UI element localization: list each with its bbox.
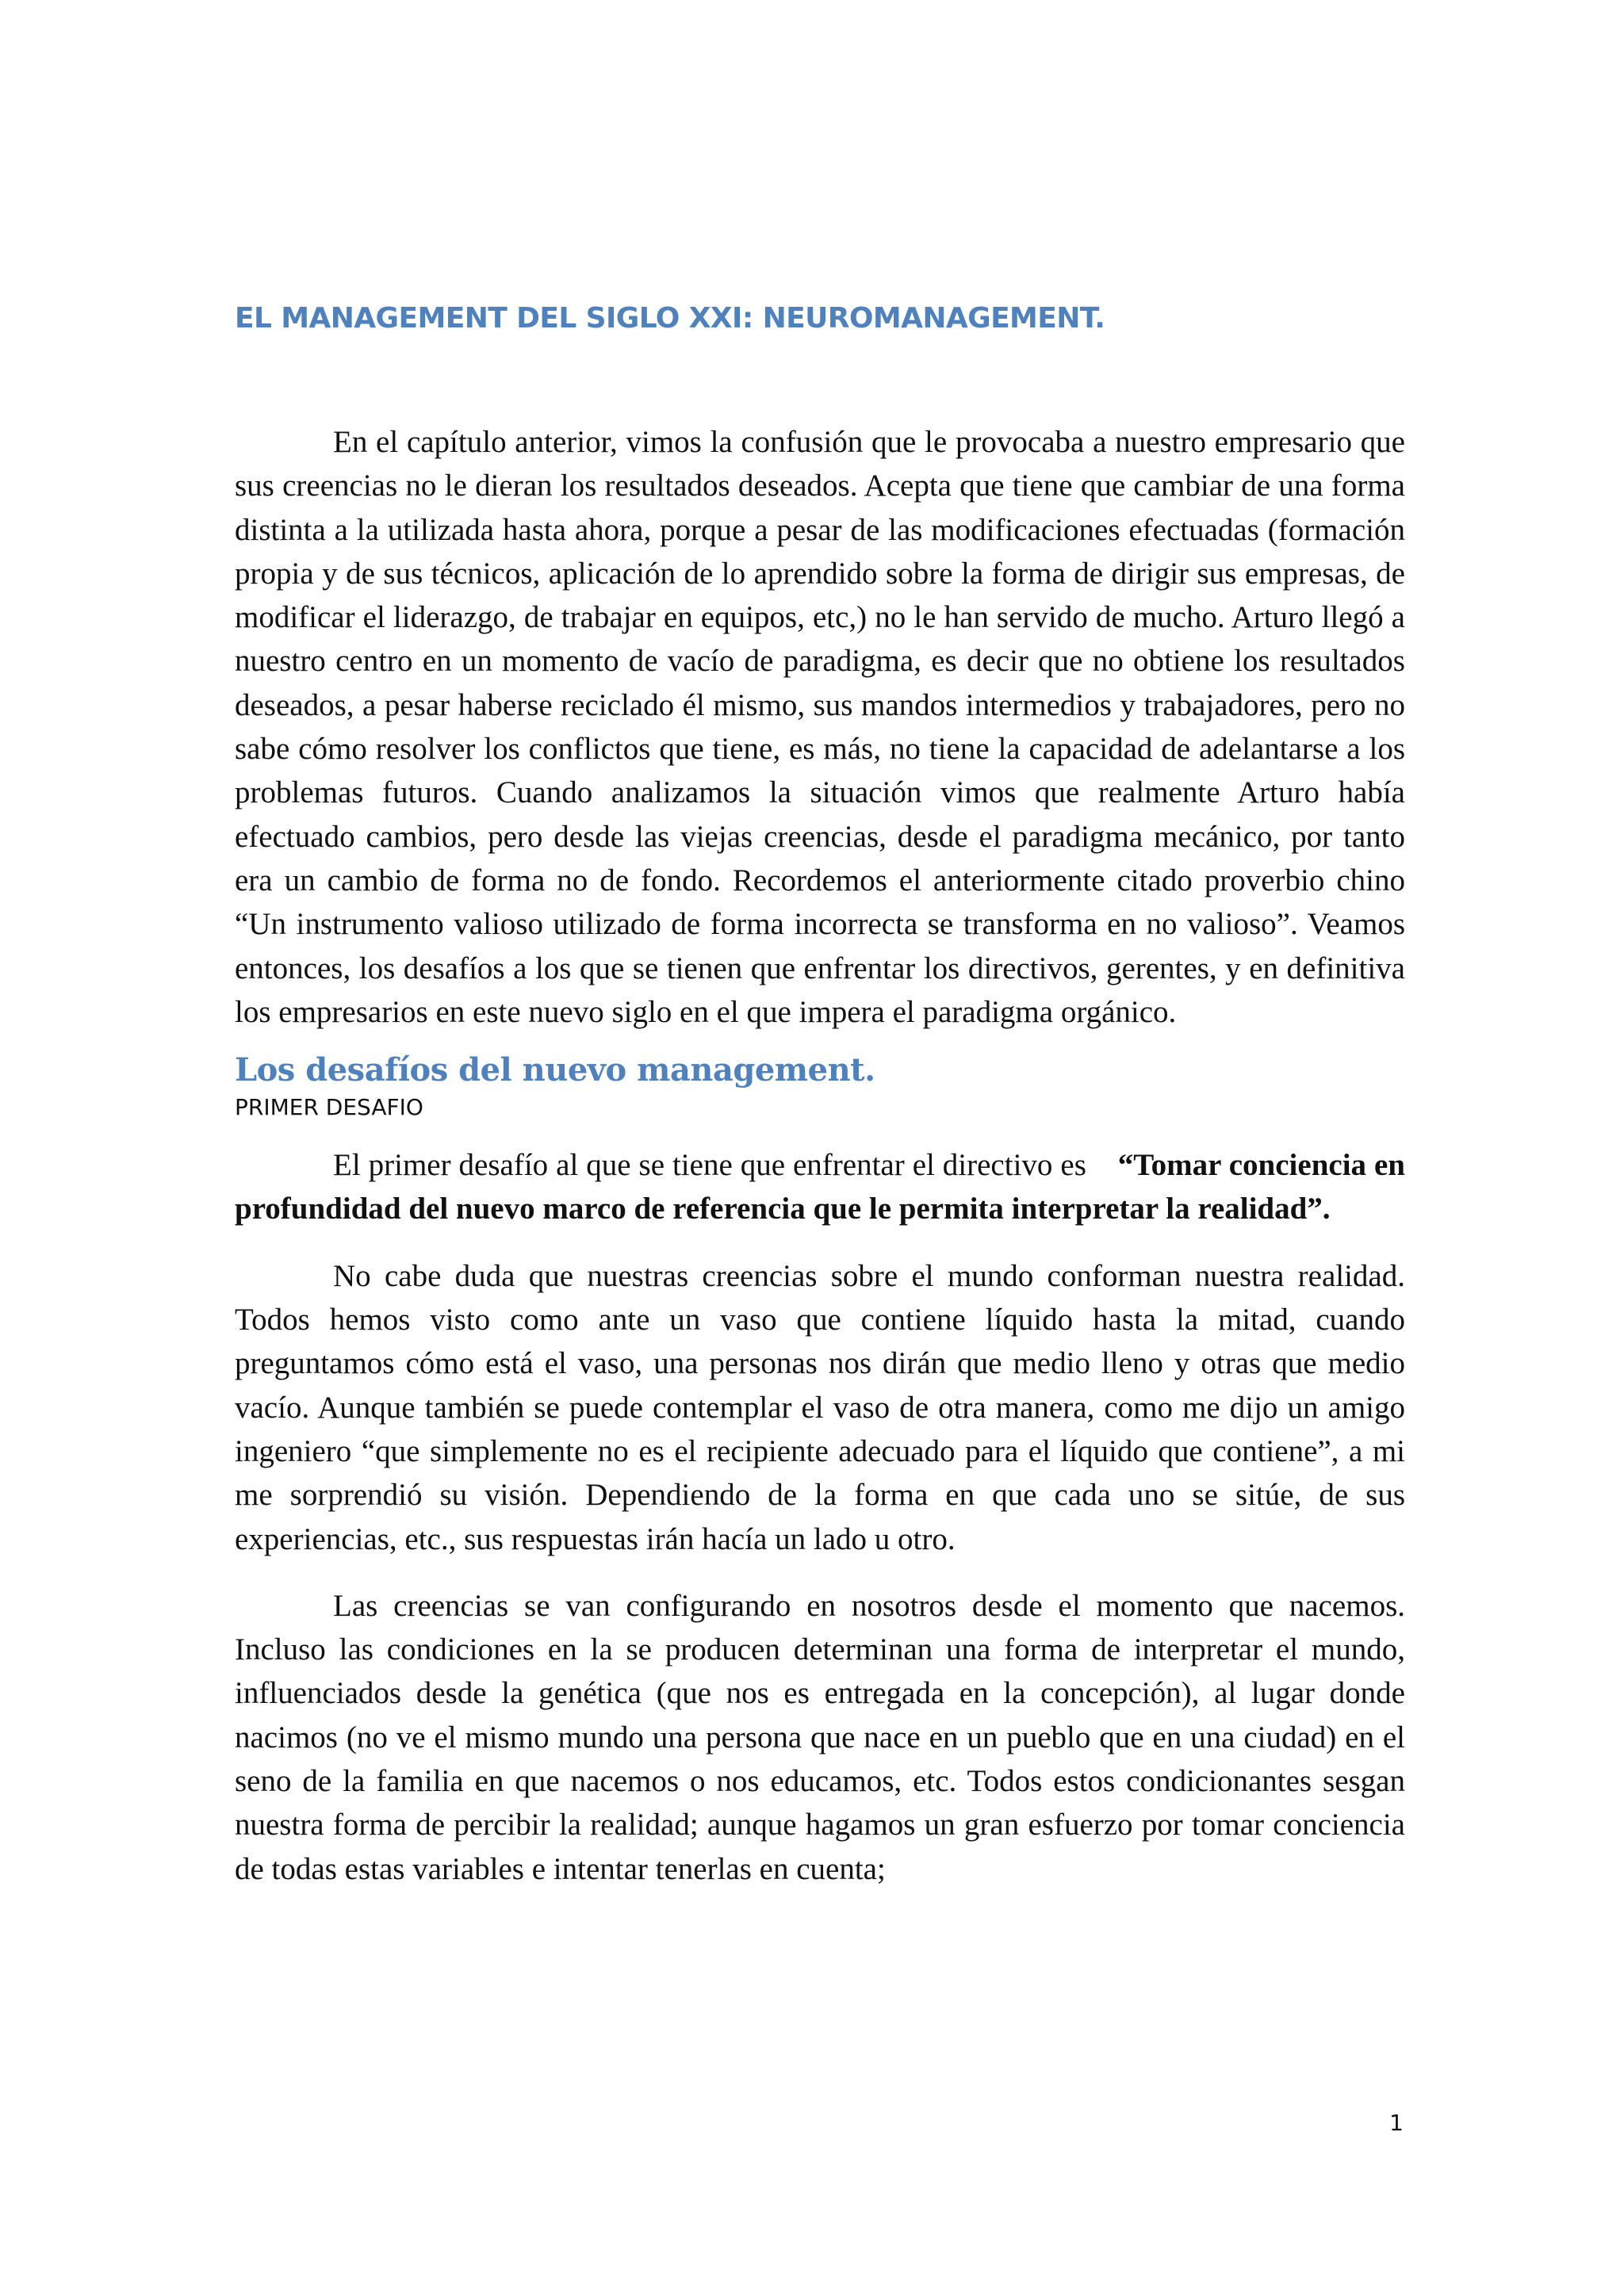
document-title: EL MANAGEMENT DEL SIGLO XXI: NEUROMANAGEMENT. [235,302,1105,335]
challenge-intro: El primer desafío al que se tiene que enfrentar el directivo es [333,1148,1086,1183]
paragraph-beliefs: No cabe duda que nuestras creencias sobre el mundo conforman nuestra realidad. Todos hemos visto como ante un vaso que contiene líquido hasta la mitad, cuando preguntamos cómo está el vaso, una personas nos dirán que medio lleno y otras que medio vacío. Aunque también se puede contemplar el vaso de otra manera, como me dijo un amigo ingeniero “que simplemente no es el recipiente adecuado para el líquido que contiene”, a mi me sorprendió su visión. Dependiendo de la forma en que cada uno se sitúe, de sus experiencias, etc., sus respuestas irán hacía un lado u otro. [235,1258,1405,1556]
challenge-quote: “Tomar conciencia en profundidad del nuevo marco de referencia que le permita interpretar la realidad”. [235,1148,1405,1226]
page-content [235,300,1405,1891]
paragraph-challenge [235,1143,1405,1231]
paragraph-creencias: Las creencias se van configurando en nosotros desde el momento que nacemos. Incluso las condiciones en la se producen determinan una forma de interpretar el mundo, influenciados desde la genética (que nos es entregada en la concepción), al lugar donde nacimos (no ve el mismo mundo una persona que nace en un pueblo que en una ciudad) en el seno de la familia en que nacemos o nos educamos, etc. Todos estos condicionantes sesgan nuestra forma de percibir la realidad; aunque hagamos un gran esfuerzo por tomar conciencia de todas estas variables e intentar tenerlas en cuenta; [235,1588,1405,1886]
page-number: 1 [1389,2110,1404,2136]
subheading-primer-desafio: PRIMER DESAFIO [235,1094,423,1121]
paragraph-intro: En el capítulo anterior, vimos la confusión que le provocaba a nuestro empresario que sus creencias no le dieran los resultados deseados. Acepta que tiene que cambiar de una forma distinta a la utilizada hasta ahora, porque a pesar de las modificaciones efectuadas (formación propia y de sus técnicos, aplicación de lo aprendido sobre la forma de dirigir sus empresas, de modificar el liderazgo, de trabajar en equipos, etc,) no le han servido de mucho. Arturo llegó a nuestro centro en un momento de vacío de paradigma, es decir que no obtiene los resultados deseados, a pesar haberse reciclado él mismo, sus mandos intermedios y trabajadores, pero no sabe cómo resolver los conflictos que tiene, es más, no tiene la capacidad de adelantarse a los problemas futuros. Cuando analizamos la situación vimos que realmente Arturo había efectuado cambios, pero desde las viejas creencias, desde el paradigma mecánico, por tanto era un cambio de forma no de fondo. Recordemos el anteriormente citado proverbio chino “Un instrumento valioso utilizado de forma incorrecta se transforma en no valioso”. Veamos entonces, los desafíos a los que se tienen que enfrentar los directivos, gerentes, y en definitiva los empresarios en este nuevo siglo en el que impera el paradigma orgánico. [235,425,1405,1029]
section-heading: Los desafíos del nuevo management. [235,1051,875,1089]
